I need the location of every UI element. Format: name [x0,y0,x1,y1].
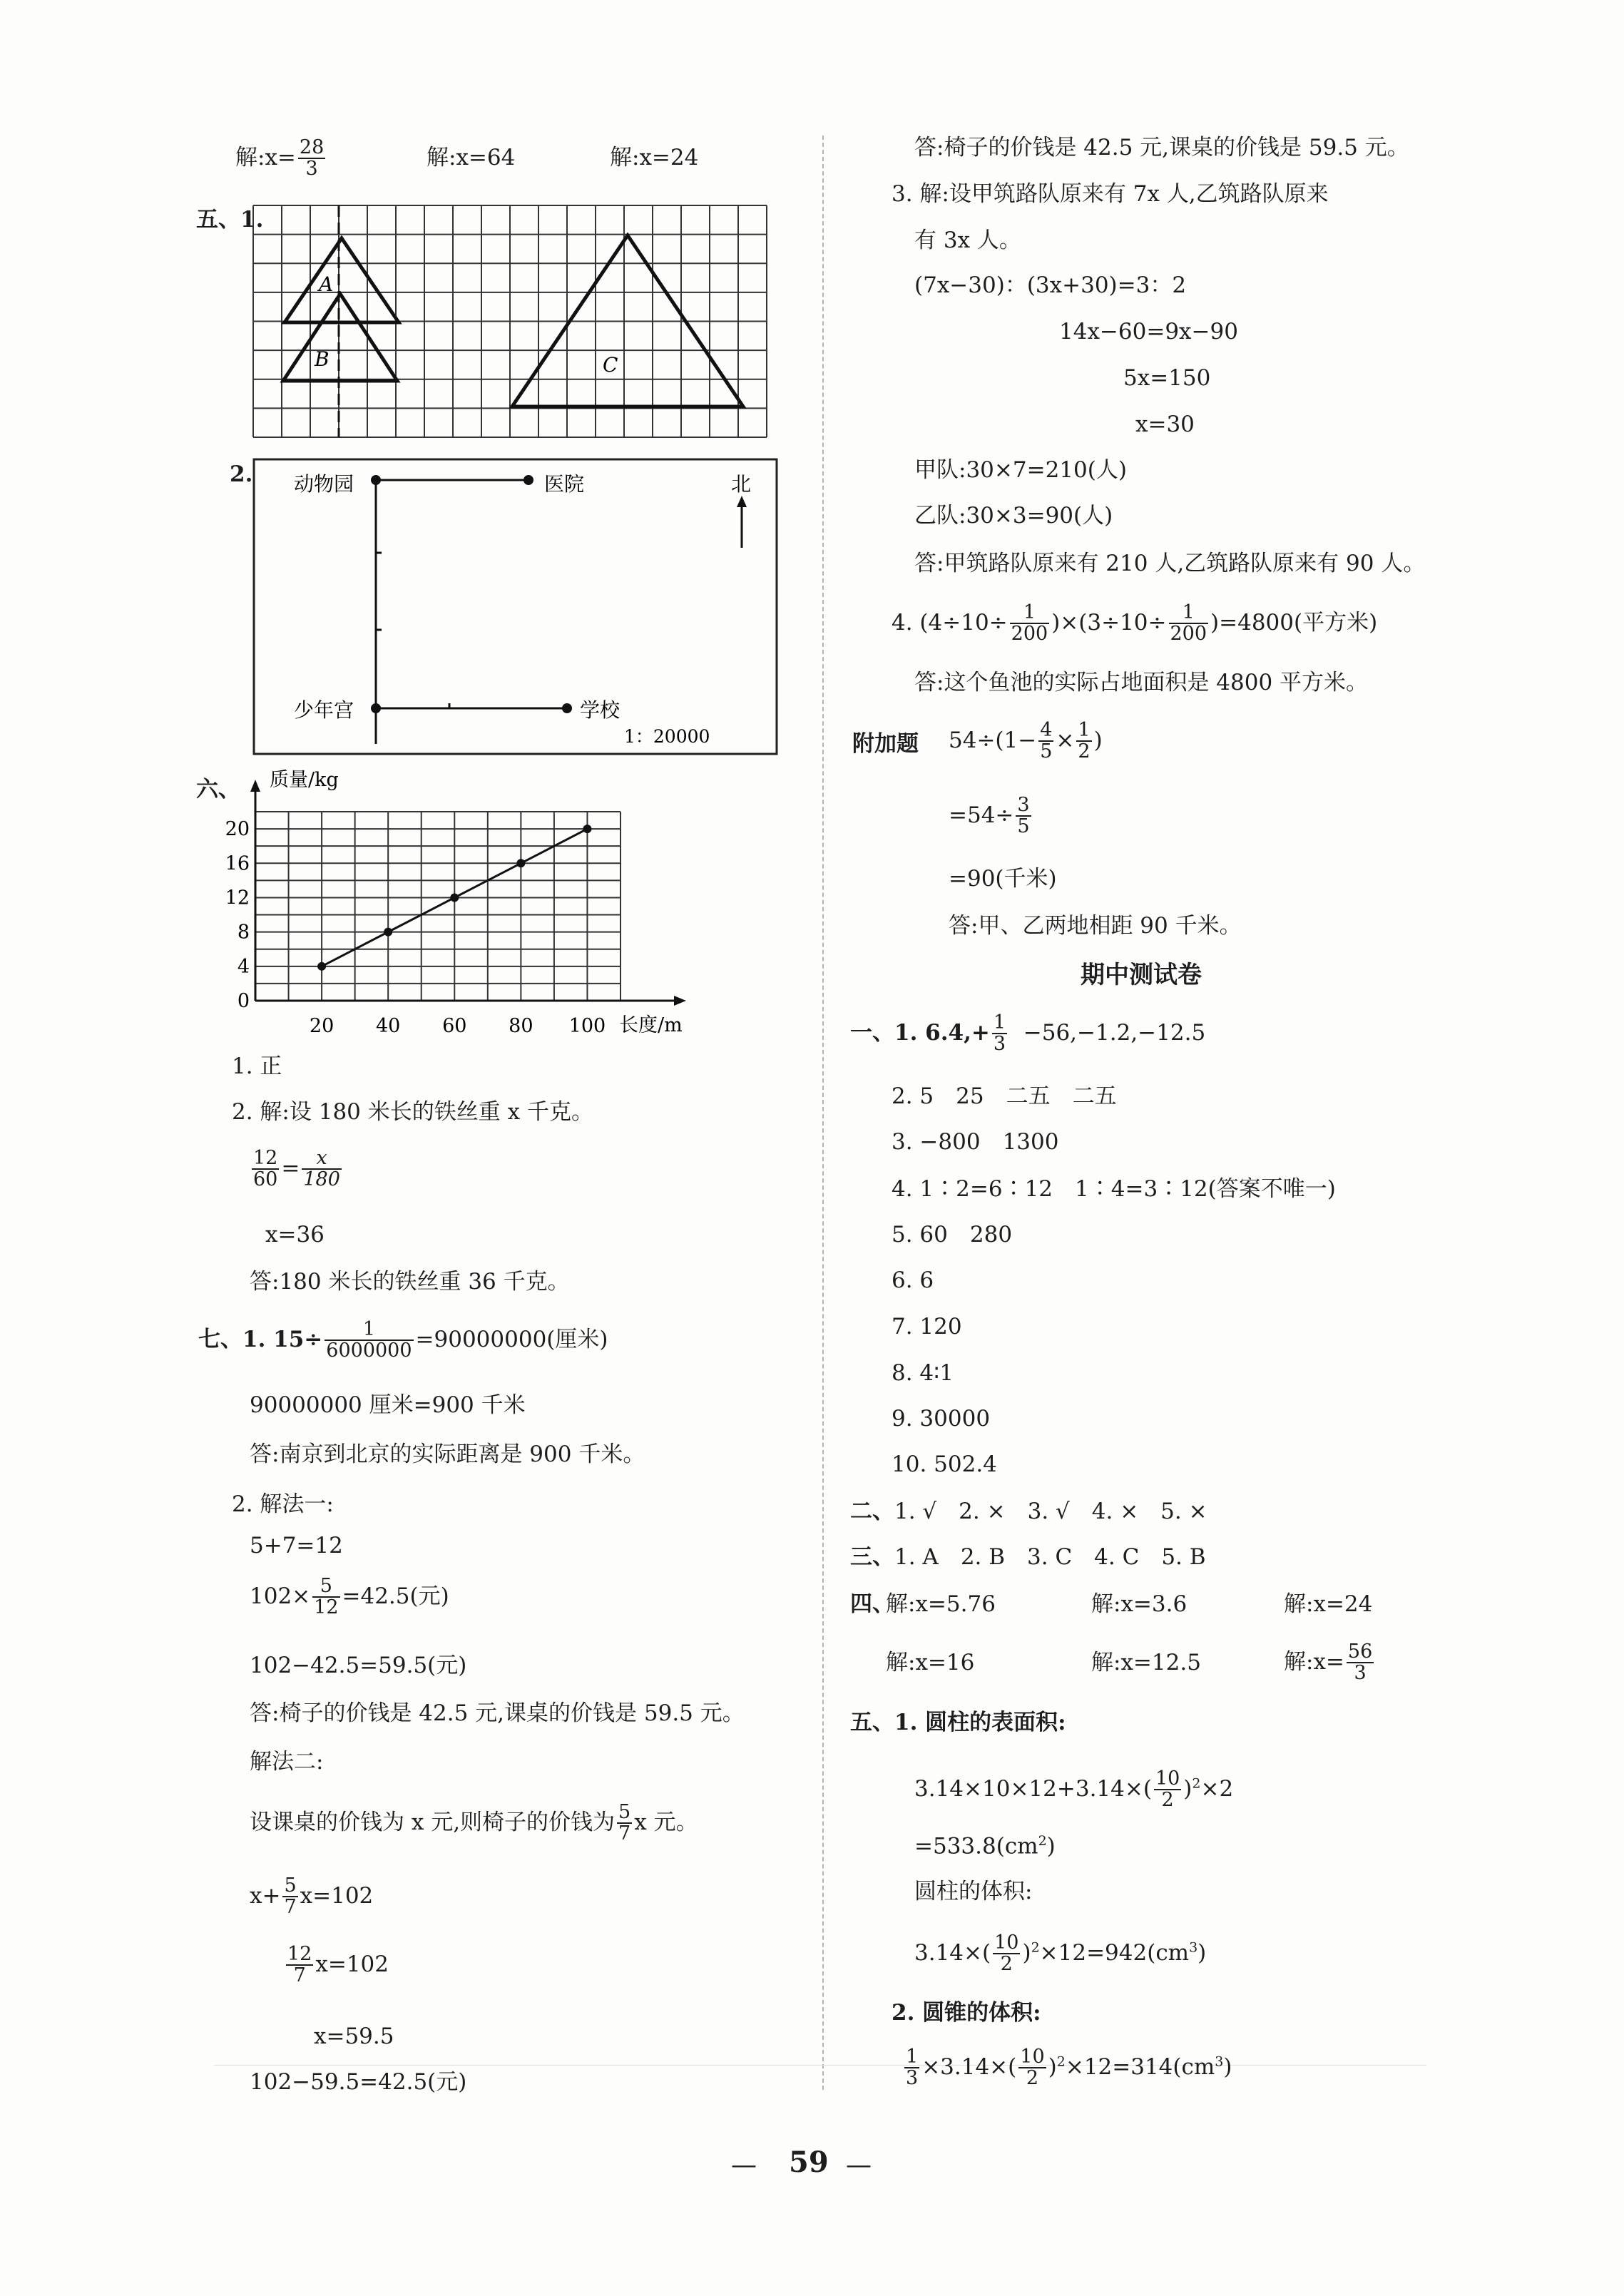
hospital-point [524,475,533,485]
s4-r2c: 解:x= $\frac{56}{3}$ [1284,1641,1373,1685]
data-point [583,825,591,833]
m3: 3. −800 1300 [892,1129,1059,1155]
triangle-shifted [285,238,399,322]
r3-eq1: (7x−30)：(3x+30)=3：2 [914,272,1187,298]
midterm-title: 期中测试卷 [1081,961,1202,989]
s7-q2-eq3: x=59.5 [314,2024,394,2049]
r3-yi: 乙队:30×3=90(人) [914,503,1113,529]
label-a: A [319,272,334,296]
s4-r1b: 解:x=3.6 [1091,1591,1188,1617]
s7-q2-line2: 102× $\frac{5}{12}$ =42.5(元) [250,1575,449,1619]
r4-answer: 答:这个鱼池的实际占地面积是 4800 平方米。 [914,670,1369,695]
column-divider [822,136,824,2090]
m4: 4. 1∶2=6∶12 1∶4=3∶12(答案不唯一) [892,1176,1336,1202]
m1: 一、1. 6.4,+ $\frac{1}{3}$ −56,−1.2,−12.5 [850,1011,1206,1056]
s6-q2: 2. 解:设 180 米长的铁丝重 x 千克。 [232,1099,593,1125]
r4-equation: 4. (4÷10÷ $\frac{1}{200}$ )×(3÷10÷ $\frac{1}{200}$ )=4800(平方米) [892,601,1378,646]
y-tick-label: 0 [237,990,250,1012]
s4-r2b: 解:x=12.5 [1091,1650,1201,1675]
zoo-label: 动物园 [294,472,354,496]
x-tick-label: 60 [442,1015,467,1037]
s5-surface-eq: 3.14×10×12+3.14×( $\frac{10}{2}$ )$^2$×2 [914,1767,1234,1812]
y-tick-label: 20 [225,818,250,841]
y-tick-label: 4 [237,955,250,978]
north-label: 北 [731,472,752,496]
x-tick-label: 20 [309,1015,334,1037]
map-diagram [253,459,777,755]
s5-surface-result: $=533.8(cm^2)$ [914,1833,1056,1859]
y-tick-label: 12 [225,887,250,909]
s5-2-label: 2. 圆锥的体积: [892,2000,1041,2026]
solution-1-prefix: 解:x= [235,144,296,170]
school-label: 学校 [580,698,621,722]
s4-r1c: 解:x=24 [1284,1591,1373,1617]
s7-q2-answer1: 答:椅子的价钱是 42.5 元,课桌的价钱是 59.5 元。 [250,1700,745,1726]
y-tick-label: 16 [225,852,250,875]
zoo-point [371,475,381,485]
s5-volume-eq: 3.14×( $\frac{10}{2}$ )$^2\times 12=942(cm^3)$ [914,1932,1207,1976]
y-axis-label: 质量/kg [270,769,339,791]
footer-rule [214,2065,1426,2066]
section-5-1-label: 五、1. [196,207,264,233]
x-tick-label: 40 [376,1015,401,1037]
s7-q2-eq4: 102−59.5=42.5(元) [250,2069,467,2095]
school-point [562,703,572,713]
data-point [516,859,525,867]
s4-r2a: 解:x=16 [886,1650,975,1675]
triangle-b [283,294,397,381]
s6-q2-answer: 答:180 米长的铁丝重 36 千克。 [250,1269,570,1295]
solution-3: 解:x=24 [610,145,699,170]
s7-q1-answer: 答:南京到北京的实际距离是 900 千米。 [250,1442,645,1467]
r3-eq4: x=30 [1135,412,1195,437]
mass-length-chart [225,769,699,1041]
x-tick-label: 100 [568,1015,606,1037]
s4-label: 四、 [850,1591,894,1617]
r-answer-top: 答:椅子的价钱是 42.5 元,课桌的价钱是 59.5 元。 [914,135,1409,160]
data-point [384,928,392,937]
youth-palace-label: 少年宫 [294,698,354,722]
page-dash-right: — [846,2150,872,2180]
m6: 6. 6 [892,1267,934,1293]
x-axis-arrow-icon [674,996,686,1006]
fraction: $\frac{28}{3}$ [299,136,325,180]
data-point [317,962,326,971]
solution-1 [235,138,327,180]
section-5-2-label: 2. [230,461,253,487]
x-axis-label: 长度/m [619,1014,683,1036]
s7-q1: 七、1. 15÷ $\frac{1}{6000000}$ =90000000(厘米) [198,1318,608,1362]
s7-q2-eq1: x+ $\frac{5}{7}$ x=102 [250,1874,374,1919]
page-number: 59 [789,2146,829,2179]
s5-volume-label: 圆柱的体积: [914,1879,1033,1904]
bonus-line3: =90(千米) [949,866,1057,892]
s7-q2-eq2: $\frac{12}{7}$ x=102 [287,1943,389,1987]
s5-2-eq: $\frac{1}{3}$ ×3.14×( $\frac{10}{2}$ )$^2\times 12=314(cm^3)$ [906,2046,1232,2090]
r3-answer: 答:甲筑路队原来有 210 人,乙筑路队原来有 90 人。 [914,551,1426,576]
y-tick-label: 8 [237,921,250,944]
m8: 8. 4∶1 [892,1360,954,1386]
s6-q1: 1. 正 [232,1053,282,1079]
scale-label: 1：20000 [624,726,710,747]
hospital-label: 医院 [544,472,585,496]
y-axis-arrow-icon [250,780,260,792]
m7: 7. 120 [892,1314,962,1340]
label-b: B [315,347,330,371]
r3-line1: 3. 解:设甲筑路队原来有 7x 人,乙筑路队原来 [892,181,1329,207]
m9: 9. 30000 [892,1406,991,1432]
r3-jia: 甲队:30×7=210(人) [914,457,1127,483]
bonus-line1: 54÷(1− $\frac{4}{5}$ × $\frac{1}{2}$ ) [949,719,1103,763]
r3-eq3: 5x=150 [1123,365,1211,391]
m10: 10. 502.4 [892,1451,997,1477]
true-false-row: 二、1. √ 2. × 3. √ 4. × 5. × [850,1499,1207,1524]
s7-q2-method1: 2. 解法一: [232,1491,334,1517]
s4-r1a: 解:x=5.76 [886,1591,996,1617]
bonus-line2: =54÷ $\frac{3}{5}$ [949,794,1030,838]
multiple-choice-row: 三、1. A 2. B 3. C 4. C 5. B [850,1544,1206,1570]
r3-line2: 有 3x 人。 [914,228,1021,253]
page-dash-left: — [731,2150,757,2180]
s7-q2-line3: 102−42.5=59.5(元) [250,1653,467,1678]
youth-palace-point [371,703,381,713]
m2: 2. 5 25 二五 二五 [892,1083,1117,1109]
s5-label: 五、1. 圆柱的表面积: [850,1710,1066,1735]
bonus-answer: 答:甲、乙两地相距 90 千米。 [949,913,1242,939]
bonus-label: 附加题 [852,731,919,757]
s7-q2-setup: 设课桌的价钱为 x 元,则椅子的价钱为 $\frac{5}{7}$ x 元。 [250,1801,698,1845]
section-6-label: 六、 [196,777,240,802]
r3-eq2: 14x−60=9x−90 [1059,319,1238,345]
m5: 5. 60 280 [892,1222,1013,1248]
s6-q2-proportion: $\frac{12}{60}$ = $\frac{x}{180}$ [253,1147,340,1191]
s7-q1-conversion: 90000000 厘米=900 千米 [250,1392,526,1418]
data-point [450,893,459,902]
label-c: C [603,353,618,377]
triangle-grid [253,205,767,437]
s7-q2-method2: 解法二: [250,1749,324,1775]
x-tick-label: 80 [509,1015,533,1037]
solution-2: 解:x=64 [427,145,516,170]
s7-q2-line1: 5+7=12 [250,1533,343,1558]
s6-q2-solution: x=36 [265,1222,325,1248]
